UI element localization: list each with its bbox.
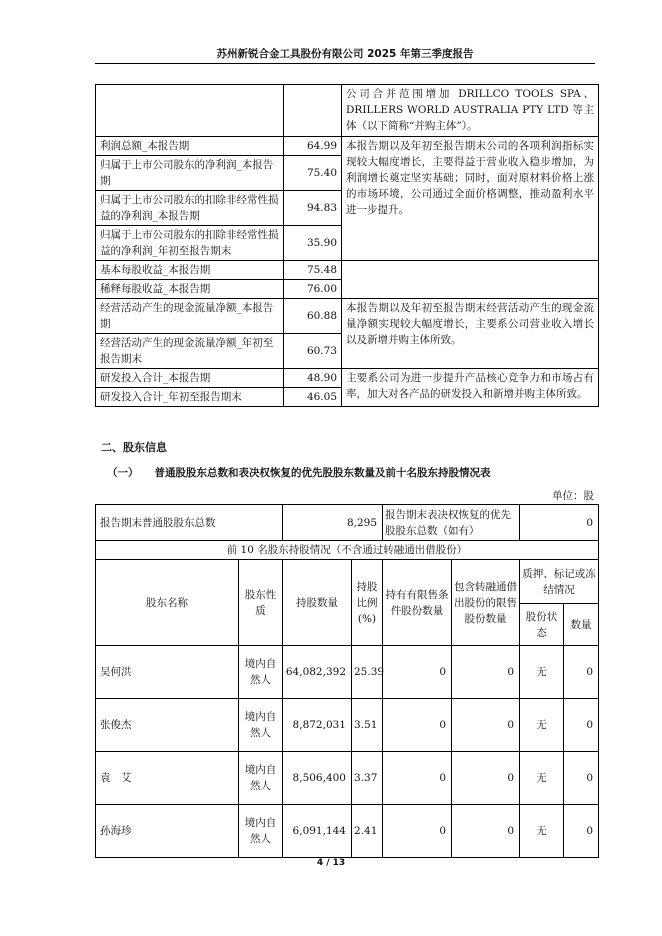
item-label: 利润总额_本报告期 [96, 137, 284, 156]
holder-ratio: 3.51 [352, 699, 383, 752]
item-label: 经营活动产生的现金流量净额_年初至报告期末 [96, 334, 284, 369]
profit-change-table [95, 84, 599, 407]
holder-ratio: 25.39 [352, 646, 383, 699]
total-holders-label: 报告期末普通股股东总数 [96, 505, 283, 541]
table-row [96, 752, 599, 805]
header-status: 股份状态 [520, 604, 564, 646]
table-row [96, 699, 599, 752]
table-row [96, 805, 599, 858]
change-ratio: 46.05 [284, 388, 342, 407]
holder-name: 孙海珍 [96, 805, 239, 858]
holder-ratio: 2.41 [352, 805, 383, 858]
header-nature: 股东性质 [239, 560, 283, 646]
holder-restricted: 0 [383, 752, 452, 805]
holder-status: 无 [520, 752, 564, 805]
total-holders-value: 8,295 [283, 505, 383, 541]
holder-name: 袁 艾 [96, 752, 239, 805]
table-row [96, 137, 599, 156]
table-row [96, 369, 599, 388]
table-header-row [96, 560, 599, 604]
header-lent: 包含转融通借出股份的限售股份数量 [452, 560, 520, 646]
page-number: 4 / 13 [316, 858, 346, 868]
holder-qty: 8,506,400 [283, 752, 352, 805]
cashflow-reason: 本报告期以及年初至报告期末经营活动产生的现金流量净额实现较大幅度增长，主要系公司营业收入增长以及新增并购主体所致。 [342, 299, 599, 369]
holder-qty: 64,082,392 [283, 646, 352, 699]
change-ratio: 64.99 [284, 137, 342, 156]
item-label: 归属于上市公司股东的净利润_本报告期 [96, 156, 284, 191]
item-label: 归属于上市公司股东的扣除非经常性损益的净利润_本报告期 [96, 191, 284, 226]
change-ratio: 60.73 [284, 334, 342, 369]
change-ratio: 75.48 [284, 261, 342, 280]
header-restricted: 持有有限售条件股份数量 [383, 560, 452, 646]
page-header-title: 苏州新锐合金工具股份有限公司 2025 年第三季度报告 [216, 48, 474, 60]
subsection-text: 普通股股东总数和表决权恢复的优先股股东数量及前十名股东持股情况表 [154, 467, 491, 479]
item-label: 稀释每股收益_本报告期 [96, 280, 284, 299]
holder-name: 吴何洪 [96, 646, 239, 699]
holder-nature: 境内自然人 [239, 805, 283, 858]
change-ratio: 35.90 [284, 226, 342, 261]
change-ratio: 60.88 [284, 299, 342, 334]
change-ratio: 76.00 [284, 280, 342, 299]
profit-reason: 本报告期以及年初至报告期末公司的各项利润指标实现较大幅度增长，主要得益于营业收入稳步增加，为利润增长奠定坚实基础；同时，面对原材料价格上涨的市场环境，公司通过全面价格调整，推动盈利水平进一步提升。 [342, 137, 599, 261]
holder-restricted: 0 [383, 699, 452, 752]
holder-lent: 0 [452, 805, 520, 858]
holder-restricted: 0 [383, 805, 452, 858]
header-pledge: 质押、标记或冻结情况 [520, 560, 599, 604]
holder-nature: 境内自然人 [239, 646, 283, 699]
table-row [96, 505, 599, 541]
holder-lent: 0 [452, 699, 520, 752]
item-label: 归属于上市公司股东的扣除非经常性损益的净利润_年初至报告期末 [96, 226, 284, 261]
shareholder-table [95, 504, 599, 858]
holder-amount: 0 [564, 646, 599, 699]
header-amount: 数量 [564, 604, 599, 646]
holder-status: 无 [520, 805, 564, 858]
change-ratio: 94.83 [284, 191, 342, 226]
header-qty: 持股数量 [283, 560, 352, 646]
holder-name: 张俊杰 [96, 699, 239, 752]
subsection-number: （一） [107, 467, 139, 479]
holder-lent: 0 [452, 752, 520, 805]
table-row [96, 85, 599, 137]
change-ratio: 48.90 [284, 369, 342, 388]
table-row [96, 646, 599, 699]
change-ratio: 75.40 [284, 156, 342, 191]
holder-ratio: 3.37 [352, 752, 383, 805]
holder-amount: 0 [564, 752, 599, 805]
holder-status: 无 [520, 699, 564, 752]
item-label: 经营活动产生的现金流量净额_本报告期 [96, 299, 284, 334]
holder-amount: 0 [564, 699, 599, 752]
table-row [96, 299, 599, 334]
top10-title: 前 10 名股东持股情况（不含通过转融通出借股份） [96, 541, 599, 560]
holder-lent: 0 [452, 646, 520, 699]
header-ratio: 持股比例(%) [352, 560, 383, 646]
holder-restricted: 0 [383, 646, 452, 699]
item-label: 研发投入合计_年初至报告期末 [96, 388, 284, 407]
pref-holders-value: 0 [520, 505, 599, 541]
section-title: 二、股东信息 [101, 441, 167, 454]
holder-nature: 境内自然人 [239, 699, 283, 752]
header-name: 股东名称 [96, 560, 239, 646]
holder-status: 无 [520, 646, 564, 699]
item-label: 研发投入合计_本报告期 [96, 369, 284, 388]
subsection-title [107, 465, 491, 480]
holder-nature: 境内自然人 [239, 752, 283, 805]
holder-amount: 0 [564, 805, 599, 858]
table-row [96, 261, 599, 280]
item-label: 基本每股收益_本报告期 [96, 261, 284, 280]
unit-label: 单位：股 [552, 490, 594, 502]
pref-holders-label: 报告期末表决权恢复的优先股股东总数（如有） [383, 505, 520, 541]
table-row [96, 541, 599, 560]
header-divider [95, 63, 595, 64]
rd-reason: 主要系公司为进一步提升产品核心竞争力和市场占有率，加大对各产品的研发投入和新增并购主体所致。 [342, 369, 599, 407]
merger-note: 公司合并范围增加 DRILLCO TOOLS SPA、DRILLERS WORLD AUSTRALIA PTY LTD 等主体（以下简称“并购主体”）。 [342, 85, 599, 137]
holder-qty: 6,091,144 [283, 805, 352, 858]
holder-qty: 8,872,031 [283, 699, 352, 752]
